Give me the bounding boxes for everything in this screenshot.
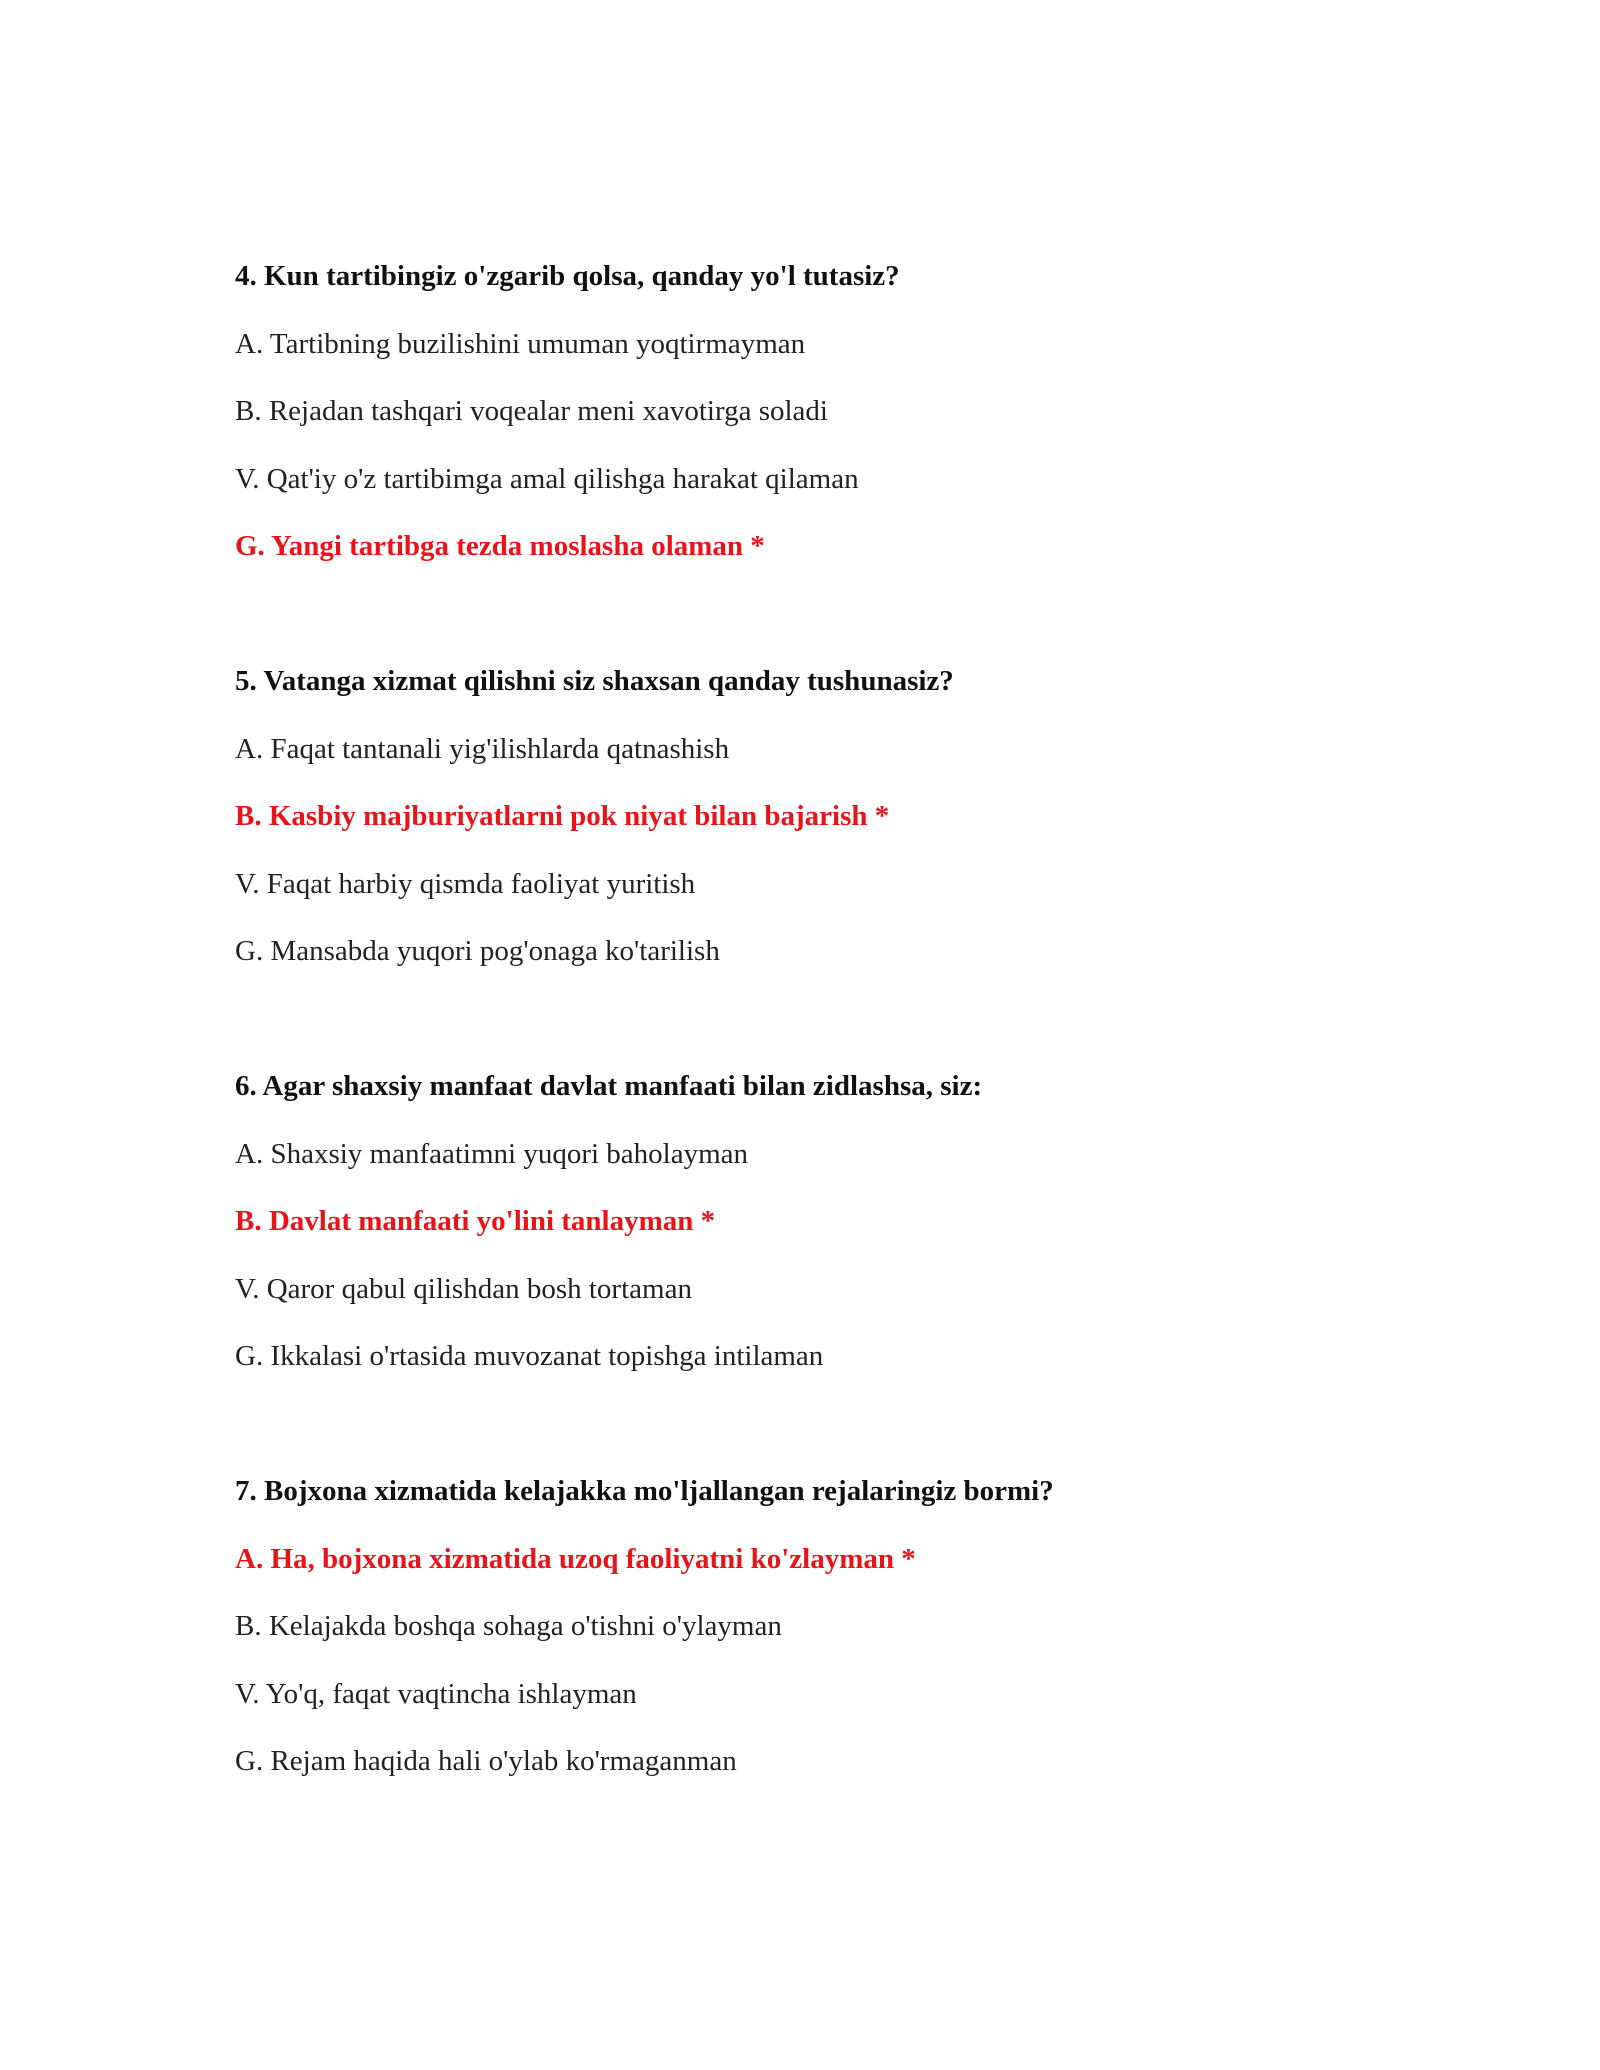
option-a-correct: A. Ha, bojxona xizmatida uzoq faoliyatni ko'zlayman *	[235, 1542, 916, 1575]
question-block-6	[235, 1063, 1435, 1401]
question-block-5	[235, 658, 1435, 996]
option-v: V. Qaror qabul qilishdan bosh tortaman	[235, 1272, 692, 1305]
option-b-correct: B. Kasbiy majburiyatlarni pok niyat bilan bajarish *	[235, 800, 890, 832]
question-title: 4. Kun tartibingiz o'zgarib qolsa, qanday yo'l tutasiz?	[235, 260, 900, 292]
question-title: 6. Agar shaxsiy manfaat davlat manfaati bilan zidlashsa, siz:	[235, 1070, 983, 1102]
option-b: B. Kelajakda boshqa sohaga o'tishni o'ylayman	[235, 1610, 782, 1642]
option-v: V. Qat'iy o'z tartibimga amal qilishga harakat qilaman	[235, 462, 859, 495]
option-a: A. Tartibning buzilishini umuman yoqtirmayman	[235, 327, 806, 360]
question-block-4	[235, 253, 1435, 591]
question-block-7	[235, 1468, 1435, 1806]
option-g-correct: G. Yangi tartibga tezda moslasha olaman *	[235, 530, 765, 562]
option-a: A. Faqat tantanali yig'ilishlarda qatnashish	[235, 732, 730, 765]
option-v: V. Faqat harbiy qismda faoliyat yuritish	[235, 867, 696, 900]
question-title: 7. Bojxona xizmatida kelajakka mo'ljallangan rejalaringiz bormi?	[235, 1475, 1054, 1507]
option-b: B. Rejadan tashqari voqealar meni xavotirga soladi	[235, 395, 828, 427]
option-a: A. Shaxsiy manfaatimni yuqori baholayman	[235, 1137, 749, 1170]
option-g: G. Mansabda yuqori pog'onaga ko'tarilish	[235, 935, 720, 967]
option-g: G. Rejam haqida hali o'ylab ko'rmaganman	[235, 1745, 737, 1777]
option-v: V. Yo'q, faqat vaqtincha ishlayman	[235, 1677, 637, 1710]
question-title: 5. Vatanga xizmat qilishni siz shaxsan qanday tushunasiz?	[235, 665, 954, 697]
option-g: G. Ikkalasi o'rtasida muvozanat topishga intilaman	[235, 1340, 824, 1372]
option-b-correct: B. Davlat manfaati yo'lini tanlayman *	[235, 1205, 716, 1237]
